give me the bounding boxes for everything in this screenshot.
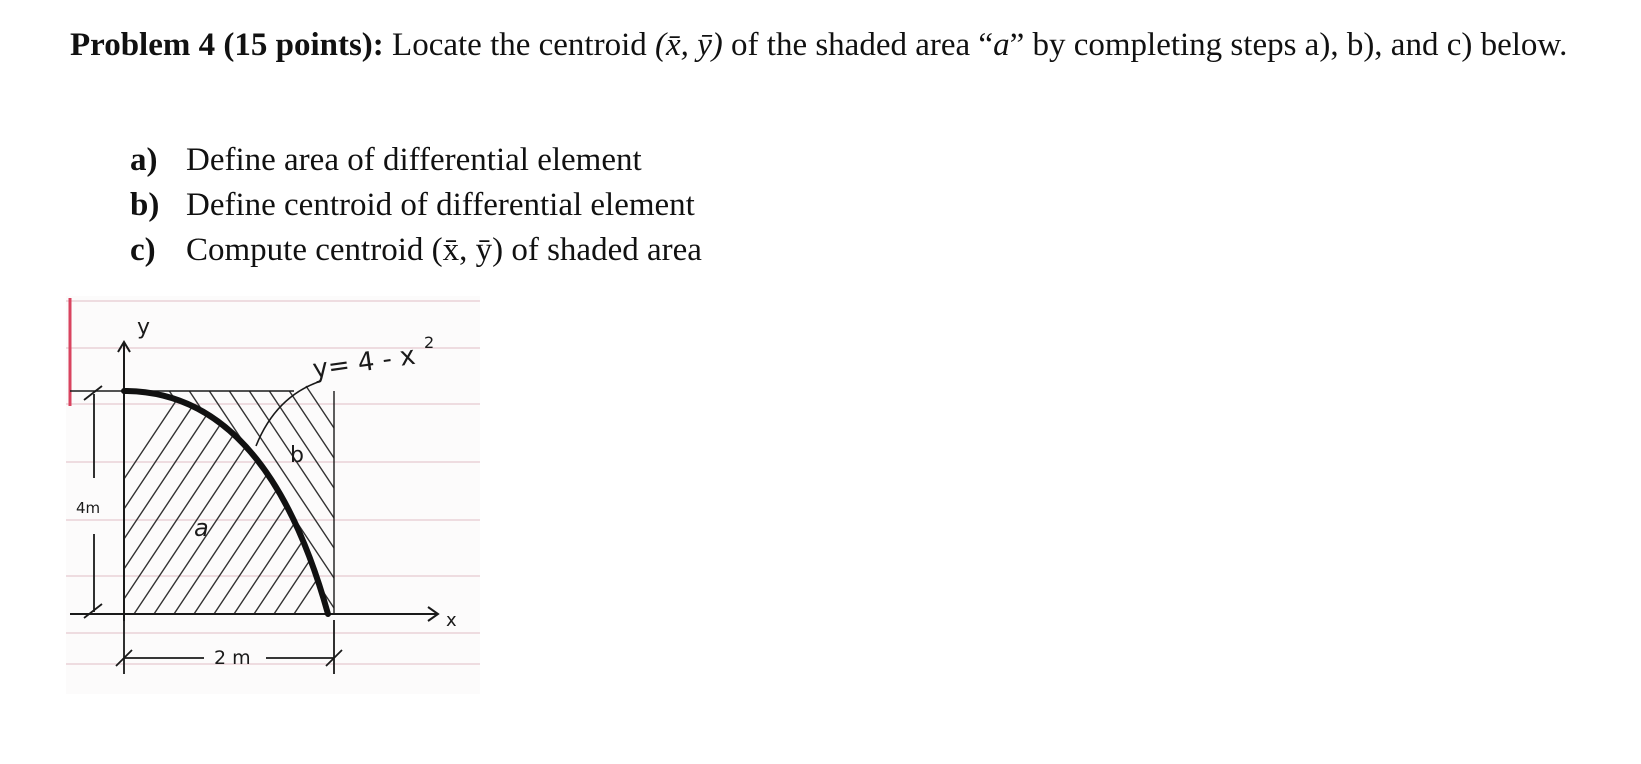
area-name: a [993,27,1010,63]
step-letter: a) [130,142,158,178]
figure [66,296,480,694]
figure-sketch [66,296,480,694]
problem-statement [70,22,1630,68]
step-text: Compute centroid (x̄, ȳ) of shaded area [186,232,702,268]
height-label: 4m [76,499,101,517]
step-item [130,138,702,183]
centroid-symbol: (x̄, ȳ) [655,27,723,63]
problem-label: Problem 4 (15 points): [70,27,384,63]
step-text: Define area of differential element [186,142,642,178]
region-b-label: b [290,443,304,468]
step-letter: c) [130,232,156,268]
step-letter: b) [130,187,160,223]
y-axis-label: y [137,315,151,340]
problem-text-after: ” by completing steps a), b), and c) below. [1009,27,1568,63]
curve-exponent-label: 2 [424,333,435,352]
step-text: Define centroid of differential element [186,187,695,223]
step-item [130,183,702,228]
width-label: 2 m [214,647,251,669]
x-axis-label: x [446,610,457,631]
problem-text-before: Locate the centroid [383,27,655,63]
steps-list [130,138,702,273]
region-a-label: a [194,514,209,542]
step-item [130,228,702,273]
problem-text-middle: of the shaded area “ [722,27,994,63]
curve-equation-label: y= 4 - x [310,340,418,385]
